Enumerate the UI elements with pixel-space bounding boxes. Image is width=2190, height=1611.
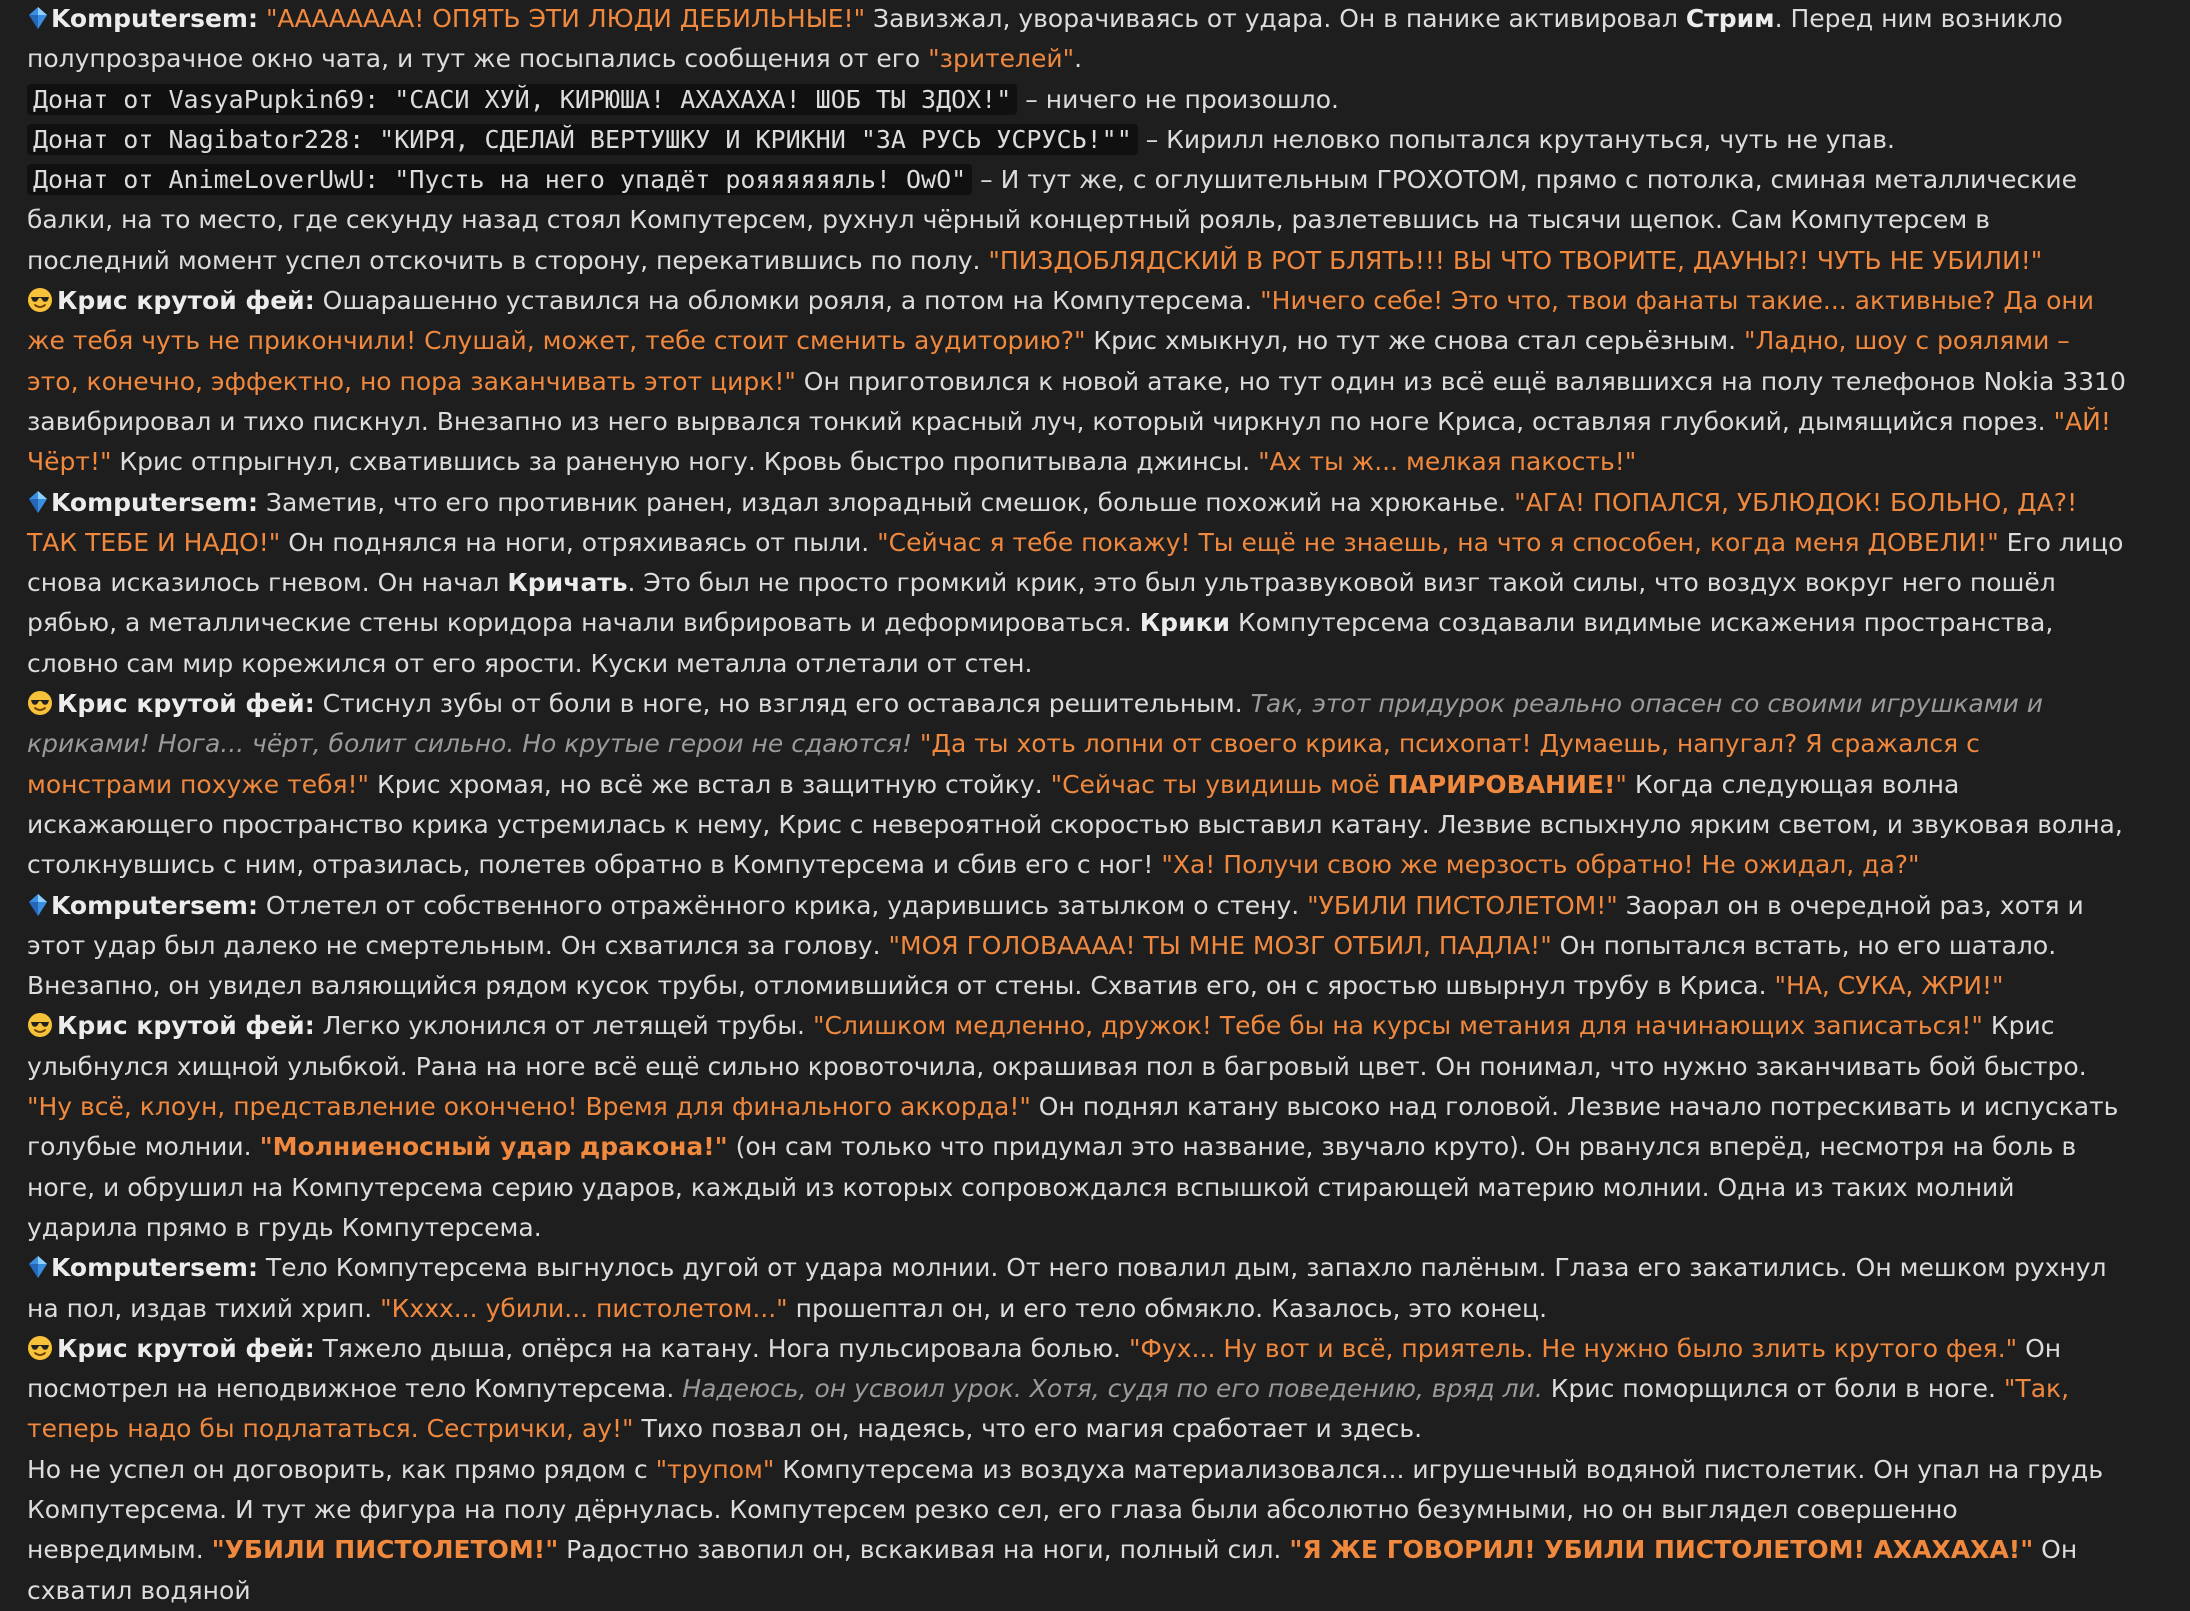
quote: "МОЯ ГОЛОВАААА! ТЫ МНЕ МОЗГ ОТБИЛ, ПАДЛА!" — [888, 930, 1552, 960]
sunglasses-face-icon — [27, 1010, 53, 1036]
chat-log — [27, 0, 2127, 1611]
narration: Отлетел от собственного отражённого крика, ударившись затылком о стену. — [257, 890, 1308, 920]
donation-code: Донат от Nagibator228: "КИРЯ, СДЕЛАЙ ВЕРТУШКУ И КРИКНИ "ЗА РУСЬ УСРУСЬ!"" — [27, 124, 1138, 155]
narration: Крис хмыкнул, но тут же снова стал серьёзным. — [1085, 326, 1744, 356]
donation-code: Донат от AnimeLoverUwU: "Пусть на него упадёт рояяяяяяль! OwO" — [27, 164, 972, 195]
message-kris-3 — [27, 1006, 2127, 1248]
inner-thought: Так, этот придурок реально опасен со своими игрушками и криками! Нога... чёрт, болит сильно. Но крутые герои не сдаются! — [27, 689, 2044, 759]
donation-line-3 — [27, 160, 2127, 281]
narration: Но не успел он договорить, как прямо рядом с — [27, 1454, 656, 1484]
narration: Его лицо снова исказилось гневом. Он начал — [27, 527, 2124, 598]
quote: "Фух... Ну вот и всё, приятель. Не нужно было злить крутого фея." — [1128, 1333, 2018, 1363]
message-komputersem-4 — [27, 1248, 2127, 1329]
narration — [912, 729, 920, 758]
quote: "Сейчас ты увидишь моё — [1050, 769, 1388, 799]
skill-name: Крики — [1139, 608, 1231, 638]
crystal-icon — [27, 1251, 49, 1275]
quote: "АГА! ПОПАЛСЯ, УБЛЮДОК! БОЛЬНО, ДА?! ТАК ТЕБЕ И НАДО!" — [27, 487, 2078, 557]
quote: "ПИЗДОБЛЯДСКИЙ В РОТ БЛЯТЬ!!! ВЫ ЧТО ТВОРИТЕ, ДАУНЫ?! ЧУТЬ НЕ УБИЛИ!" — [988, 245, 2043, 275]
skill-name: Стрим — [1685, 4, 1775, 33]
narration-final — [27, 1450, 2127, 1611]
quote: "Да ты хоть лопни от своего крика, психопат! Думаешь, напугал? Я сражался с монстрами похуже тебя!" — [27, 729, 1980, 799]
skill-name: "Молниеносный удар дракона!" — [259, 1132, 728, 1162]
message-kris-1 — [27, 281, 2127, 482]
narration: прошептал он, и его тело обмякло. Казалось, это конец. — [787, 1293, 1548, 1323]
inner-thought: Надеюсь, он усвоил урок. Хотя, судя по его поведению, вряд ли. — [682, 1374, 1543, 1404]
quote: "АААААААА! ОПЯТЬ ЭТИ ЛЮДИ ДЕБИЛЬНЫЕ!" — [265, 4, 866, 33]
narration: Радостно завопил он, вскакивая на ноги, полный сил. — [558, 1535, 1290, 1565]
sunglasses-face-icon — [27, 688, 53, 714]
quote: "Ха! Получи свою же мерзость обратно! Не ожидал, да?" — [1161, 850, 1920, 880]
narration: Он приготовился к новой атаке, но тут один из всё ещё валявшихся на полу телефонов Nokia 3310 завибрировал и тихо пискнул. Внезапно из него вырвался тонкий красный луч, который чиркнул по ноге Криса, оставляя глубокий, дымящийся порез. — [27, 366, 2126, 436]
donation-code: Донат от VasyaPupkin69: "САСИ ХУЙ, КИРЮША! АХАХАХА! ШОБ ТЫ ЗДОХ!" — [27, 84, 1017, 115]
quote: "Ладно, шоу с роялями – это, конечно, эффектно, но пора заканчивать этот цирк!" — [27, 326, 2070, 396]
narration: Когда следующая волна искажающего пространство крика устремилась к нему, Крис с невероятной скоростью выставил катану. Лезвие вспыхнуло ярким светом, и звуковая волна, столкнувшись с ним, отразилась, полетев обратно в Компутерсема и сбив его с ног! — [27, 769, 2123, 880]
speaker-name: Komputersem: — [51, 4, 258, 33]
narration: Крис поморщился от боли в ноге. — [1542, 1374, 2004, 1404]
narration: Он поднял катану высоко над головой. Лезвие начало потрескивать и испускать голубые молнии. — [27, 1092, 2119, 1162]
quote: "НА, СУКА, ЖРИ!" — [1774, 971, 2004, 1001]
skill-name: ПАРИРОВАНИЕ! — [1387, 769, 1616, 799]
quote: "Так, теперь надо бы подлататься. Сестрички, ау!" — [27, 1374, 2070, 1444]
sunglasses-face-icon — [27, 1333, 53, 1359]
narration: Он попытался встать, но его шатало. Внезапно, он увидел валяющийся рядом кусок трубы, отломившийся от стены. Схватив его, он с яростью швырнул трубу в Криса. — [27, 930, 2057, 1001]
message-komputersem-3 — [27, 886, 2127, 1007]
message-komputersem-1 — [27, 0, 2127, 80]
narration: Легко уклонился от летящей трубы. — [314, 1011, 813, 1041]
narration: Крис хромая, но всё же встал в защитную стойку. — [369, 769, 1051, 799]
quote: "Ничего себе! Это что, твои фанаты такие... активные? Да они же тебя чуть не прикончили! Слушай, может, тебе стоит сменить аудиторию?" — [27, 286, 2095, 356]
donation-line-2 — [27, 120, 2127, 160]
narration: Крис отпрыгнул, схватившись за раненую ногу. Кровь быстро пропитывала джинсы. — [111, 447, 1259, 477]
narration: . — [1074, 44, 1083, 74]
quote: "Кххх... убили... пистолетом..." — [380, 1293, 788, 1323]
crystal-icon — [27, 486, 49, 510]
message-kris-2 — [27, 684, 2127, 885]
narration: Он поднялся на ноги, отряхиваясь от пыли. — [280, 527, 878, 557]
narration: Заорал он в очередной раз, хотя и этот удар был далеко не смертельным. Он схватился за голову. — [27, 890, 2084, 960]
narration: – Кирилл неловко попытался крутануться, чуть не упав. — [1137, 124, 1895, 154]
narration: Завизжал, уворачиваясь от удара. Он в панике активировал — [865, 4, 1686, 33]
message-komputersem-2 — [27, 483, 2127, 684]
crystal-icon — [27, 2, 49, 26]
quote: "Слишком медленно, дружок! Тебе бы на курсы метания для начинающих записаться!" — [812, 1011, 1983, 1041]
message-kris-4 — [27, 1329, 2127, 1450]
speaker-name: Крис крутой фей: — [57, 1333, 315, 1363]
narration: Ошарашенно уставился на обломки рояля, а потом на Компутерсема. — [314, 286, 1261, 316]
speaker-name: Крис крутой фей: — [57, 1011, 315, 1041]
narration: Заметив, что его противник ранен, издал злорадный смешок, больше похожий на хрюканье. — [257, 487, 1515, 517]
speaker-name: Komputersem: — [51, 487, 258, 517]
quote: "Ну всё, клоун, представление окончено! Время для финального аккорда!" — [27, 1092, 1031, 1122]
narration: Стиснул зубы от боли в ноге, но взгляд его оставался решительным. — [314, 689, 1251, 719]
crystal-icon — [27, 889, 49, 913]
narration: Тихо позвал он, надеясь, что его магия сработает и здесь. — [633, 1414, 1423, 1444]
quote: "трупом" — [655, 1454, 775, 1484]
narration: Тяжело дыша, опёрся на катану. Нога пульсировала болью. — [314, 1333, 1129, 1363]
narration: . Перед ним возникло полупрозрачное окно чата, и тут же посыпались сообщения от его — [27, 4, 2063, 74]
narration: Он схватил водяной — [27, 1535, 2078, 1605]
speaker-name: Крис крутой фей: — [57, 689, 315, 719]
donation-line-1 — [27, 80, 2127, 120]
quote: "Ах ты ж... мелкая пакость!" — [1258, 447, 1637, 477]
narration: – ничего не произошло. — [1017, 84, 1339, 114]
narration: (он сам только что придумал это название, звучало круто). Он рванулся вперёд, несмотря на боль в ноге, и обрушил на Компутерсема серию ударов, каждый из которых сопровождался вспышкой стирающей материю молнии. Одна из таких молний ударила прямо в грудь Компутерсема. — [27, 1132, 2077, 1242]
speaker-name: Komputersem: — [51, 1253, 258, 1283]
quote: "Я ЖЕ ГОВОРИЛ! УБИЛИ ПИСТОЛЕТОМ! АХАХАХА!" — [1289, 1535, 2034, 1565]
quote: "зрителей" — [928, 44, 1075, 74]
narration: Крис улыбнулся хищной улыбкой. Рана на ноге всё ещё сильно кровоточила, окрашивая пол в багровый цвет. Он понимал, что нужно заканчивать бой быстро. — [27, 1011, 2087, 1081]
narration: Компутерсема создавали видимые искажения пространства, словно сам мир корежился от его ярости. Куски металла отлетали от стен. — [27, 608, 2054, 678]
quote: " — [1615, 769, 1627, 799]
narration: Компутерсема из воздуха материализовался... игрушечный водяной пистолетик. Он упал на грудь Компутерсема. И тут же фигура на полу дёрнулась. Компутерсем резко сел, его глаза были абсолютно безумными, но он выглядел совершенно невредимым. — [27, 1454, 2104, 1565]
skill-name: Кричать — [507, 568, 628, 598]
narration: . Это был не просто громкий крик, это был ультразвуковой визг такой силы, что воздух вокруг него пошёл рябью, а металлические стены коридора начали вибрировать и деформироваться. — [27, 568, 2056, 638]
narration: – И тут же, с оглушительным ГРОХОТОМ, прямо с потолка, сминая металлические балки, на то место, где секунду назад стоял Компутерсем, рухнул чёрный концертный рояль, разлетевшись на тысячи щепок. Сам Компутерсем в последний момент успел отскочить в сторону, перекатившись по полу. — [27, 165, 2077, 275]
quote: "Сейчас я тебе покажу! Ты ещё не знаешь, на что я способен, когда меня ДОВЕЛИ!" — [877, 527, 1999, 557]
quote: "АЙ! Чёрт!" — [27, 406, 2111, 477]
speaker-name: Komputersem: — [51, 890, 258, 920]
narration: Он посмотрел на неподвижное тело Компутерсема. — [27, 1333, 2062, 1404]
sunglasses-face-icon — [27, 285, 53, 311]
quote: "УБИЛИ ПИСТОЛЕТОМ!" — [211, 1535, 559, 1565]
narration: Тело Компутерсема выгнулось дугой от удара молнии. От него повалил дым, запахло палёным. Глаза его закатились. Он мешком рухнул на пол, издав тихий хрип. — [27, 1253, 2107, 1323]
speaker-name: Крис крутой фей: — [57, 286, 315, 316]
quote: "УБИЛИ ПИСТОЛЕТОМ!" — [1307, 890, 1618, 920]
